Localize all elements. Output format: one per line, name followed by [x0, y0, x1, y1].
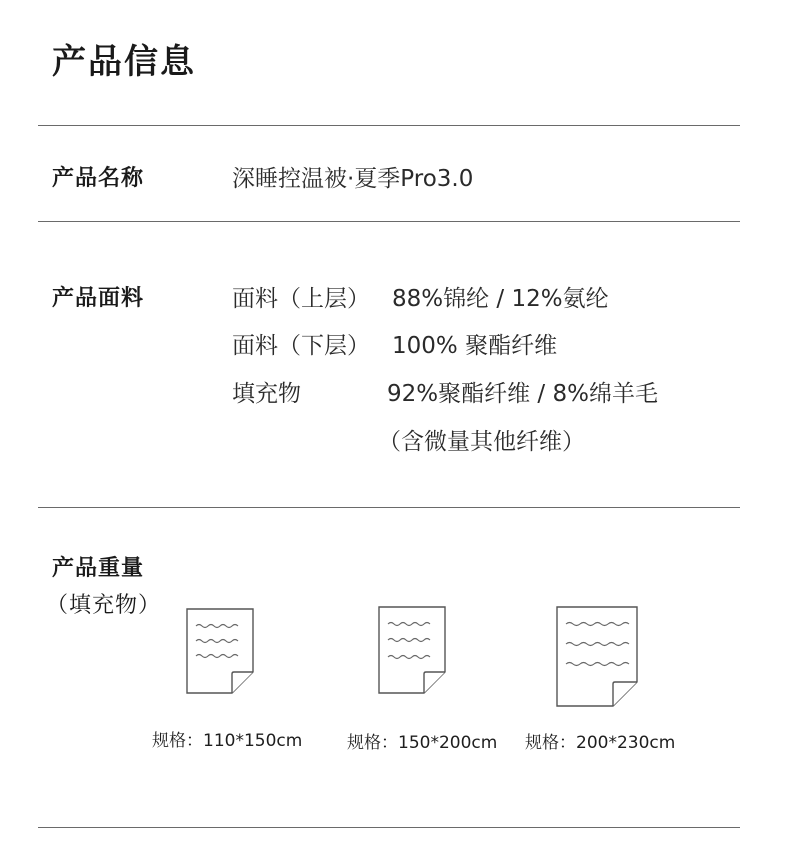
spec-label-large: 规格：200*230cm [525, 733, 676, 753]
product-name-value: 深睡控温被·夏季Pro3.0 [232, 166, 474, 192]
fabric-upper-value: 88%锦纶 / 12%氨纶 [392, 286, 609, 312]
quilt-icon [186, 608, 256, 694]
divider [38, 221, 740, 222]
weight-sublabel: （填充物） [46, 593, 162, 618]
fabric-lower-name: 面料（下层） [232, 333, 370, 359]
fabric-upper-name: 面料（上层） [232, 286, 370, 312]
product-name-label: 产品名称 [52, 166, 145, 191]
fabric-label: 产品面料 [52, 286, 145, 311]
weight-label: 产品重量 [52, 556, 145, 581]
spec-label-medium: 规格：150*200cm [347, 733, 498, 753]
quilt-icon [378, 606, 448, 694]
divider [38, 507, 740, 508]
page-title: 产品信息 [52, 42, 196, 82]
divider [38, 827, 740, 828]
fabric-lower-value: 100% 聚酯纤维 [392, 333, 558, 359]
quilt-icon [556, 606, 640, 707]
filling-value: 92%聚酯纤维 / 8%绵羊毛 [387, 381, 658, 407]
filling-name: 填充物 [232, 381, 301, 407]
filling-note: （含微量其他纤维） [378, 429, 585, 455]
divider [38, 125, 740, 126]
spec-label-small: 规格：110*150cm [152, 731, 303, 751]
